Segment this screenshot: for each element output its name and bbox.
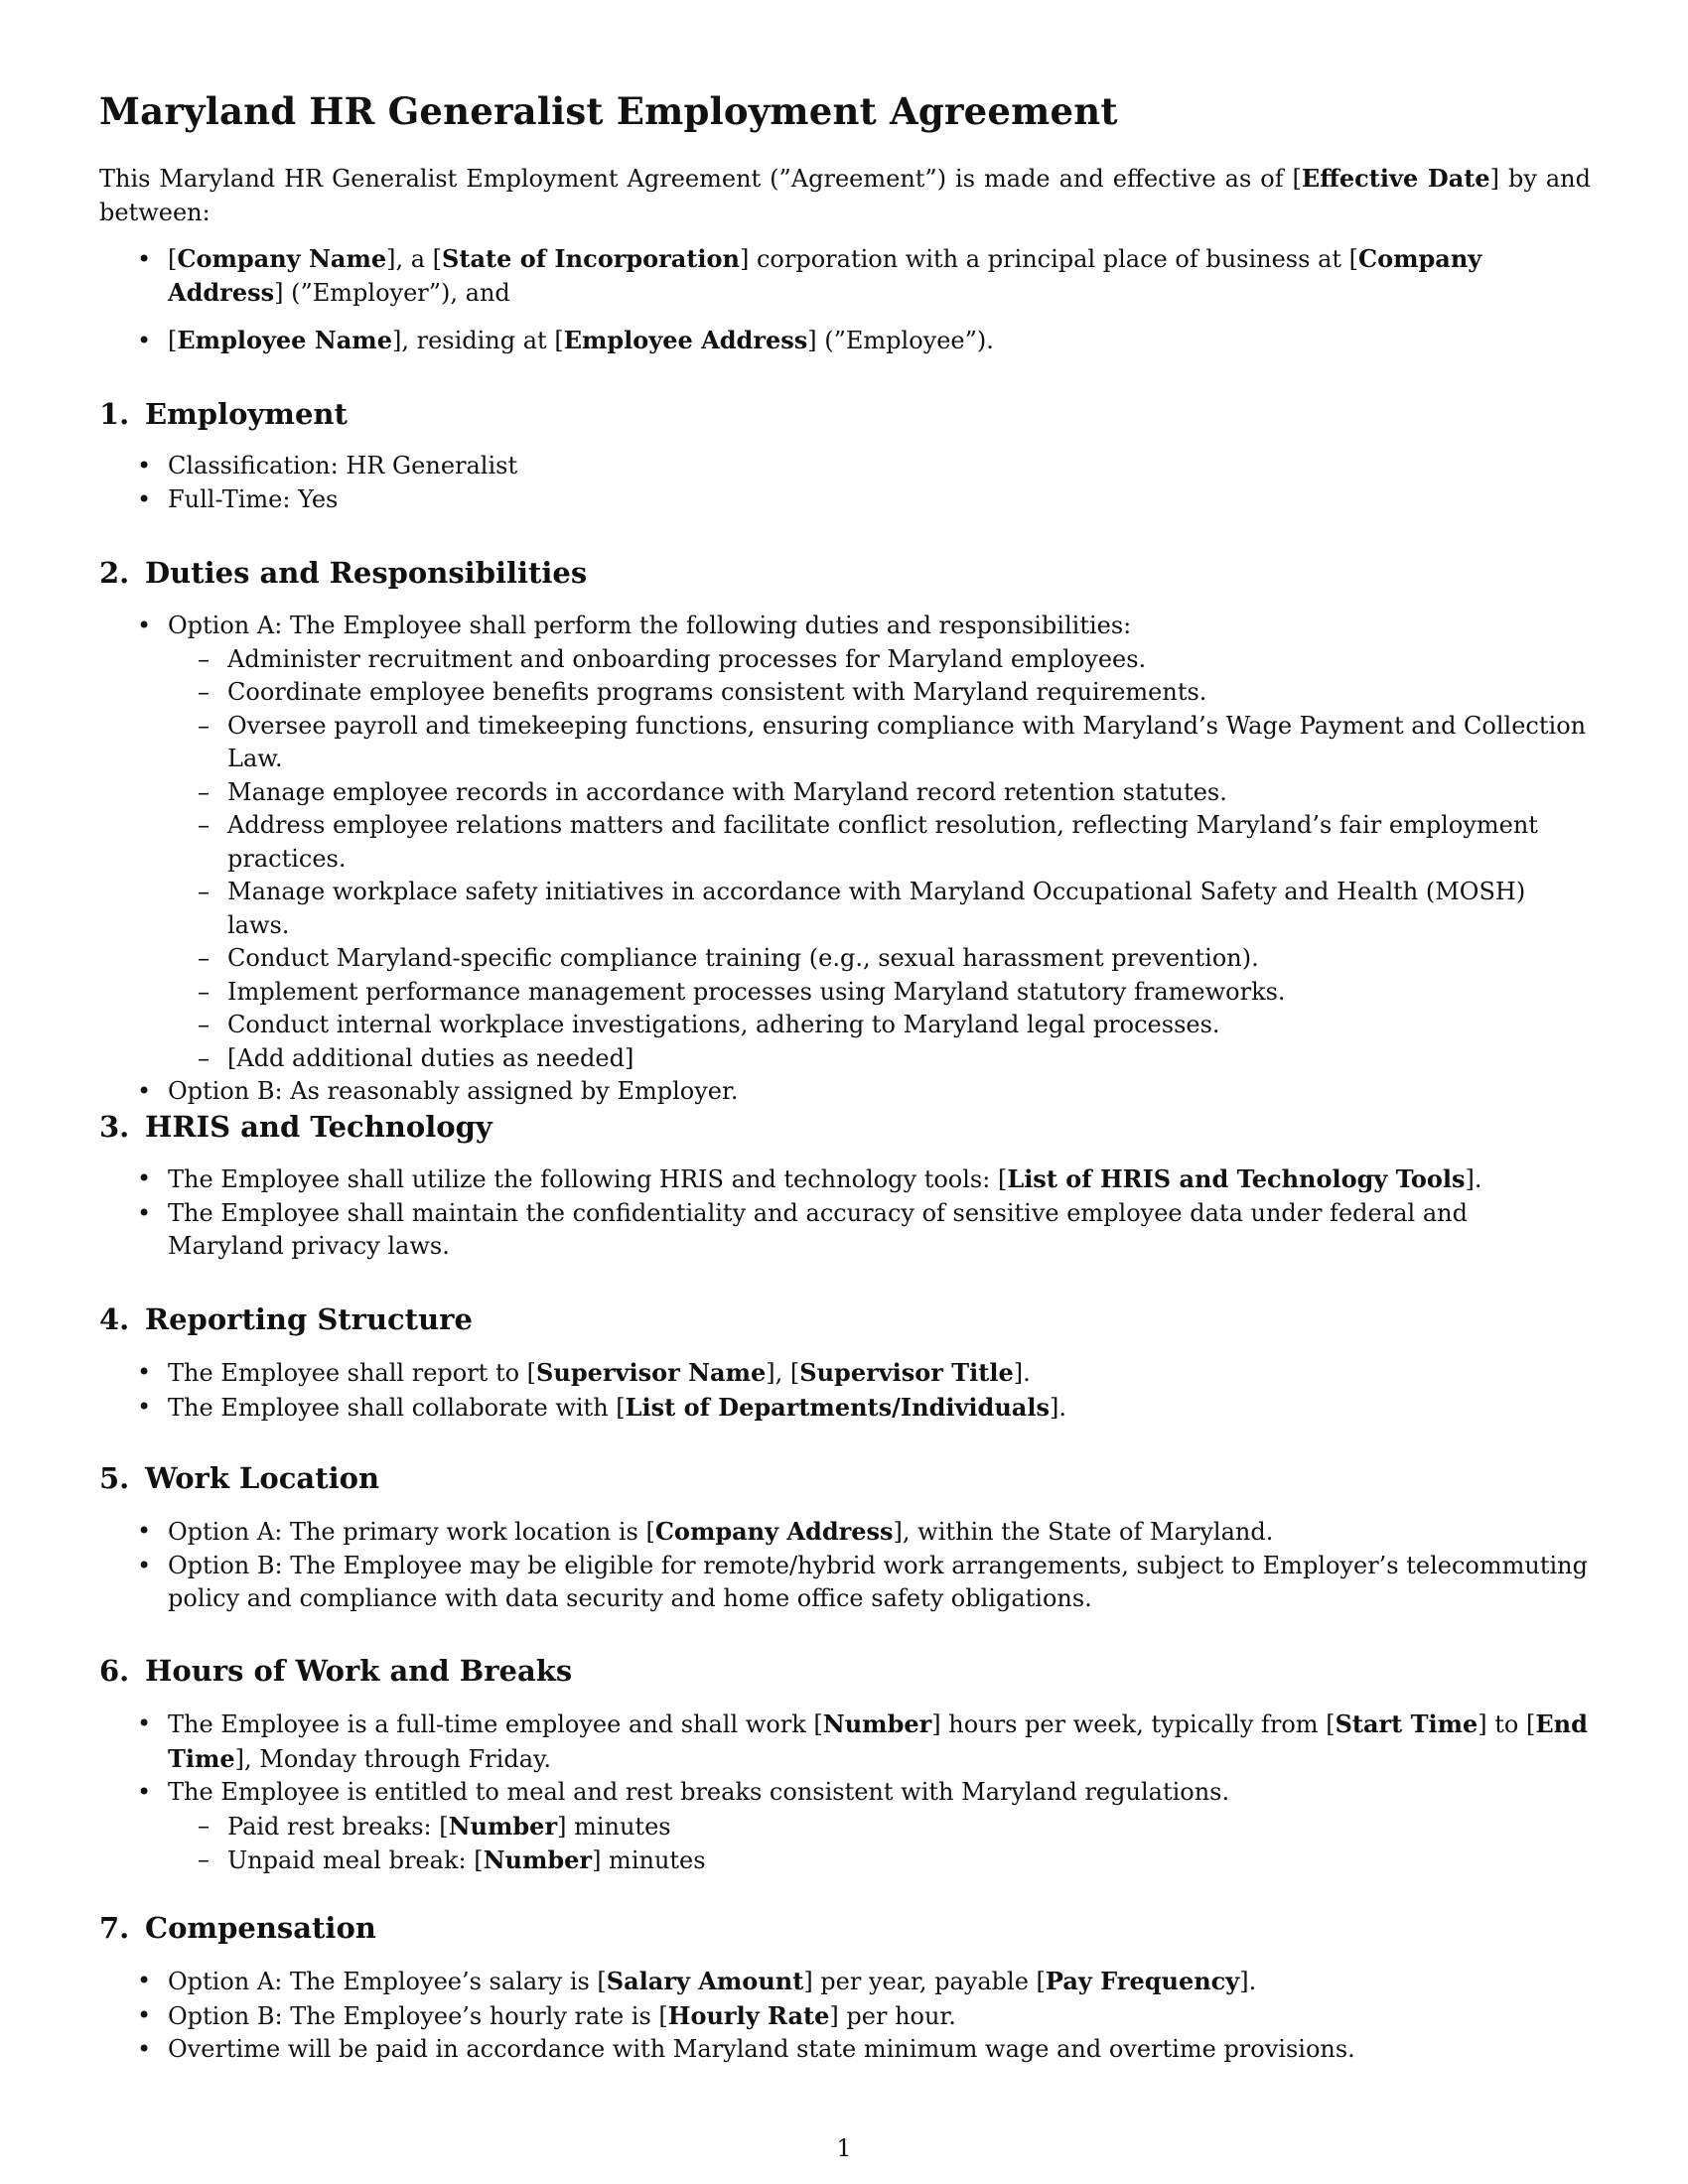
rest-minutes-field: Number: [448, 1811, 558, 1841]
bullet-icon: •: [137, 1778, 152, 1806]
duty-item: – Conduct internal workplace investigations, adhering to Maryland legal processes.: [168, 1009, 1591, 1042]
bullet-icon: •: [137, 452, 152, 479]
dash-icon: –: [198, 944, 210, 972]
dash-icon: –: [198, 1845, 210, 1873]
section-4-heading: 4. Reporting Structure: [99, 1302, 473, 1336]
duties-list: [168, 643, 1591, 1076]
section-2-heading: 2. Duties and Responsibilities: [99, 556, 588, 590]
bullet-icon: •: [137, 1551, 152, 1579]
bullet-icon: •: [137, 484, 152, 513]
list-item: • Full-Time: Yes: [99, 483, 1591, 517]
end-time-field: End Time: [168, 1709, 1588, 1773]
list-item: • Overtime will be paid in accordance with Maryland state minimum wage and overtime provisions.: [99, 2033, 1591, 2067]
effective-date-field: Effective Date: [1301, 164, 1490, 193]
employee-address-field: Employee Address: [563, 326, 808, 354]
company-name-field: Company Name: [177, 244, 387, 273]
party-employer: • [Company Name], a [State of Incorporation] corporation with a principal place of business at [Company Address] (”Employer”), and: [137, 244, 1482, 307]
hris-tools-field: List of HRIS and Technology Tools: [1007, 1164, 1466, 1193]
hours-number-field: Number: [822, 1709, 932, 1738]
bullet-icon: •: [137, 2035, 152, 2063]
list-item: • The Employee shall maintain the confidentiality and accuracy of sensitive employee data under federal and Maryland privacy laws.: [137, 1198, 1468, 1260]
work-address-field: Company Address: [654, 1517, 894, 1546]
bullet-icon: •: [137, 327, 152, 354]
state-field: State of Incorporation: [442, 244, 740, 273]
breaks-list: [168, 1810, 1591, 1878]
list-item: • The Employee is entitled to meal and rest breaks consistent with Maryland regulations. – Paid rest breaks: [Number] minutes – Unpaid meal break: [Number] minutes: [99, 1776, 1591, 1878]
section-5-list: [99, 1515, 1591, 1616]
bullet-icon: •: [137, 1358, 152, 1386]
bullet-icon: •: [137, 1517, 152, 1545]
duty-item: – [Add additional duties as needed]: [168, 1042, 1591, 1076]
dash-icon: –: [198, 1043, 210, 1072]
company-address-field: Company Address: [168, 244, 1482, 307]
bullet-icon: •: [137, 1164, 152, 1192]
section-2-list: [99, 610, 1591, 1109]
salary-amount-field: Salary Amount: [606, 1967, 804, 1995]
dash-icon: –: [198, 777, 210, 806]
bullet-icon: •: [137, 1077, 152, 1105]
list-item: • Option A: The primary work location is [Company Address], within the State of Maryland.: [99, 1515, 1591, 1550]
dash-icon: –: [198, 711, 210, 740]
dash-icon: –: [198, 1811, 210, 1840]
list-item-option-a: • Option A: The Employee shall perform the following duties and responsibilities: – Administer recruitment and onboarding processes for Maryland employees. – Coordinate employee benefits programs consistent with Maryland requirements. – Oversee payroll and timekeeping functions, ensuring compliance with Maryland’s Wage Payment and Collection Law. – Manage employee records in accordance with Maryland record retention statutes. – Address employee relations matters and facilitate conflict resolution, reflecting Maryland’s fair employment practices. – Manage workplace safety initiatives in accordance with Maryland Occupational Safety and Health (MOSH) laws. – Conduct Maryland-specific compliance training (e.g., sexual harassment prevention). – Implement performance management processes using Maryland statutory frameworks. – Conduct internal workplace investigations, adhering to Maryland legal processes. – [Add additional duties as needed]: [99, 610, 1591, 1075]
bullet-icon: •: [137, 1709, 152, 1737]
duty-item: – Manage employee records in accordance with Maryland record retention statutes.: [168, 776, 1591, 810]
intro-paragraph: This Maryland HR Generalist Employment Agreement (”Agreement”) is made and effective as of [Effective Date] by and between:: [99, 164, 1591, 226]
section-4-list: [99, 1356, 1591, 1425]
section-1-list: [99, 450, 1591, 516]
list-item: • The Employee shall utilize the following HRIS and technology tools: [List of HRIS and Technology Tools].: [99, 1162, 1591, 1197]
duty-item: – Address employee relations matters and facilitate conflict resolution, reflecting Maryland’s fair employment practices.: [198, 811, 1538, 873]
hourly-rate-field: Hourly Rate: [667, 2000, 830, 2030]
document-title: Maryland HR Generalist Employment Agreement: [99, 89, 1118, 133]
list-item: • Option B: The Employee’s hourly rate is [Hourly Rate] per hour.: [99, 1999, 1591, 2034]
meal-minutes-field: Number: [483, 1845, 593, 1874]
bullet-icon: •: [137, 245, 152, 273]
dash-icon: –: [198, 644, 210, 673]
supervisor-title-field: Supervisor Title: [799, 1358, 1014, 1387]
dash-icon: –: [198, 878, 210, 905]
section-3-heading: 3. HRIS and Technology: [99, 1110, 492, 1144]
supervisor-name-field: Supervisor Name: [536, 1358, 767, 1387]
duty-item: – Administer recruitment and onboarding processes for Maryland employees.: [168, 643, 1591, 677]
dash-icon: –: [198, 811, 210, 839]
bullet-icon: •: [137, 612, 152, 639]
bullet-icon: •: [137, 1967, 152, 1994]
duty-item: – Manage workplace safety initiatives in accordance with Maryland Occupational Safety and Health (MOSH) laws.: [198, 878, 1526, 939]
duty-item: – Coordinate employee benefits programs consistent with Maryland requirements.: [168, 676, 1591, 710]
list-item-option-b: • Option B: As reasonably assigned by Employer.: [99, 1075, 1591, 1109]
section-3-list: [99, 1162, 1591, 1264]
bullet-icon: •: [137, 1198, 152, 1227]
duty-item: – Oversee payroll and timekeeping functions, ensuring compliance with Maryland’s Wage Payment and Collection Law.: [198, 711, 1587, 772]
section-7-list: [99, 1965, 1591, 2067]
section-1-heading: 1. Employment: [99, 397, 348, 431]
section-6-heading: 6. Hours of Work and Breaks: [99, 1654, 573, 1688]
list-item: • The Employee is a full-time employee and shall work [Number] hours per week, typically from [Start Time] to [End Time], Monday through Friday.: [137, 1709, 1588, 1773]
list-item: • Option B: The Employee may be eligible for remote/hybrid work arrangements, subject to Employer’s telecommuting policy and compliance with data security and home office safety obligations.: [137, 1551, 1588, 1612]
dash-icon: –: [198, 678, 210, 706]
employee-name-field: Employee Name: [177, 326, 392, 354]
bullet-icon: •: [137, 2000, 152, 2029]
list-item: • Classification: HR Generalist: [99, 450, 1591, 483]
party-employee: • [Employee Name], residing at [Employee Address] (”Employee”).: [99, 324, 1591, 357]
list-item: • The Employee shall collaborate with [List of Departments/Individuals].: [99, 1391, 1591, 1426]
parties-list: [99, 242, 1591, 371]
dash-icon: –: [198, 1011, 210, 1038]
list-item: • Option A: The Employee’s salary is [Salary Amount] per year, payable [Pay Frequency].: [99, 1965, 1591, 1999]
pay-frequency-field: Pay Frequency: [1045, 1967, 1240, 1995]
duty-item: – Implement performance management processes using Maryland statutory frameworks.: [168, 976, 1591, 1010]
meal-break-item: – Unpaid meal break: [Number] minutes: [168, 1843, 1591, 1878]
start-time-field: Start Time: [1335, 1709, 1478, 1738]
list-item: • The Employee shall report to [Supervisor Name], [Supervisor Title].: [99, 1356, 1591, 1391]
page-number: 1: [836, 2134, 852, 2162]
section-5-heading: 5. Work Location: [99, 1461, 380, 1495]
rest-break-item: – Paid rest breaks: [Number] minutes: [168, 1810, 1591, 1844]
departments-field: List of Departments/Individuals: [625, 1392, 1050, 1422]
bullet-icon: •: [137, 1392, 152, 1421]
section-7-heading: 7. Compensation: [99, 1911, 376, 1945]
duty-item: – Conduct Maryland-specific compliance training (e.g., sexual harassment prevention).: [168, 942, 1591, 976]
section-6-list: [99, 1707, 1591, 1878]
dash-icon: –: [198, 977, 210, 1006]
